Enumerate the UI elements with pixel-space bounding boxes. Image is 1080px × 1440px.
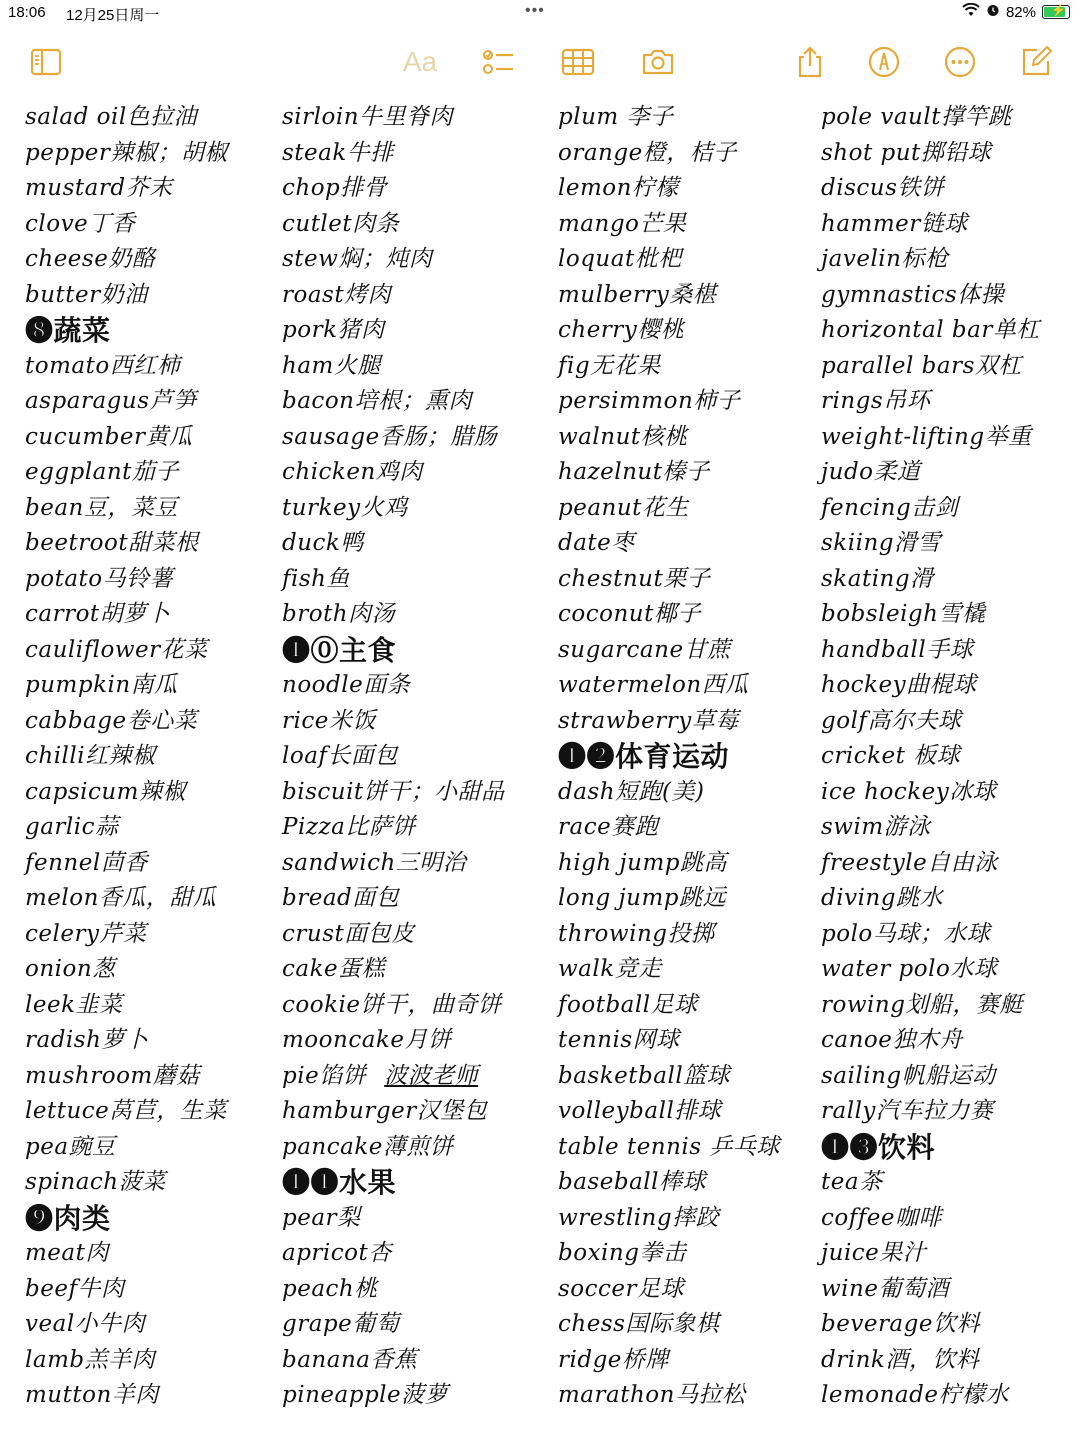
vocab-line: bean豆，菜豆 [25,494,178,521]
vocab-line: pole vault撑竿跳 [821,104,1012,130]
alarm-icon [986,3,1000,21]
vocab-line: sugarcane甘蔗 [558,636,731,663]
vocab-line: fig无花果 [558,352,661,379]
vocab-line: carrot胡萝卜 [25,601,171,627]
multitasking-dots-icon[interactable]: ••• [525,2,545,19]
vocab-line: rally汽车拉力赛 [821,1098,994,1124]
vocab-line: tennis网球 [558,1027,680,1053]
vocab-line: parallel bars双杠 [821,352,1022,379]
section-heading: ❾肉类 [25,1201,111,1235]
vocab-line: pancake薄煎饼 [282,1133,454,1160]
vocab-line: skiing滑雪 [821,530,941,556]
vocab-line: gymnastics体操 [821,281,1005,308]
vocab-line: leek韭菜 [25,991,123,1018]
vocab-line: turkey火鸡 [282,494,408,521]
vocab-line: wrestling摔跤 [558,1204,720,1231]
vocab-line: sailing帆船运动 [821,1062,996,1089]
more-icon[interactable] [940,42,980,82]
vocab-line: race赛跑 [558,814,659,840]
vocab-line: roast烤肉 [282,281,392,308]
vocab-line: veal小牛肉 [25,1311,146,1337]
status-time: 18:06 [8,4,46,21]
vocab-line: cherry樱桃 [558,317,685,343]
vocab-line: sandwich三明治 [282,849,467,876]
markup-pen-icon[interactable] [864,42,904,82]
vocab-line: cabbage卷心菜 [25,707,198,734]
vocab-line: biscuit饼干；小甜品 [282,778,505,805]
vocab-line: pumpkin南瓜 [25,672,178,698]
camera-icon[interactable] [638,42,678,82]
vocab-line: bobsleigh雪橇 [821,601,986,627]
vocab-line: noodle面条 [282,672,411,698]
vocab-line: chess国际象棋 [558,1311,720,1337]
note-column-2 [282,100,505,1414]
vocab-line: chicken鸡肉 [282,459,423,485]
table-icon[interactable] [558,42,598,82]
vocab-line: football足球 [558,991,698,1018]
vocab-line: persimmon柿子 [558,388,741,414]
vocab-line: weight-lifting举重 [821,423,1032,450]
vocab-line: sausage香肠；腊肠 [282,423,498,450]
note-body[interactable] [0,100,1080,1440]
vocab-line: juice果汁 [821,1240,927,1266]
vocab-line: celery芹菜 [25,920,147,947]
vocab-line: fish鱼 [282,565,350,592]
vocab-line: beetroot甜菜根 [25,530,199,556]
vocab-line: Pizza比萨饼 [282,814,416,840]
vocab-line: steak牛排 [282,139,394,166]
vocab-line: sirloin牛里脊肉 [282,104,454,130]
vocab-line: wine葡萄酒 [821,1275,949,1302]
vocab-line: tea茶 [821,1169,883,1195]
vocab-line: handball手球 [821,636,974,663]
vocab-line: plum 李子 [558,104,674,130]
vocab-line: skating滑 [821,565,934,592]
author-signature: 波波老师 [384,1062,479,1089]
battery-icon: ⚡ [1042,5,1070,19]
status-date: 12月25日周一 [66,7,160,24]
wifi-icon [962,3,980,21]
sidebar-icon[interactable] [26,42,66,82]
vocab-line: basketball篮球 [558,1062,731,1089]
vocab-line: lemon柠檬 [558,175,679,201]
vocab-line: asparagus芦笋 [25,388,197,414]
vocab-line: water polo水球 [821,956,998,982]
vocab-line: cake蛋糕 [282,956,386,982]
vocab-line: tomato西红柿 [25,352,181,379]
vocab-line: javelin标枪 [821,246,949,272]
vocab-line: loquat枇杷 [558,246,682,272]
vocab-line: crust面包皮 [282,920,415,947]
vocab-line: watermelon西瓜 [558,672,749,698]
note-column-1 [25,100,228,1414]
vocab-line: date枣 [558,530,635,556]
vocab-line: beverage饮料 [821,1311,980,1337]
vocab-line: long jump跳远 [558,885,727,911]
vocab-line: radish萝卜 [25,1027,149,1053]
vocab-line: fennel茴香 [25,849,148,876]
vocab-line: garlic蒜 [25,814,119,840]
vocab-line: stew焖；炖肉 [282,246,433,272]
vocab-line: pork猪肉 [282,317,385,343]
vocab-line: canoe独木舟 [821,1027,963,1053]
vocab-line: high jump跳高 [558,849,727,876]
vocab-line: broth肉汤 [282,601,396,627]
vocab-line: cookie饼干，曲奇饼 [282,991,502,1018]
format-text-button[interactable]: Aa [402,46,438,77]
vocab-line: drink酒，饮料 [821,1346,980,1373]
vocab-line: bacon培根；熏肉 [282,388,472,414]
vocab-line: potato马铃薯 [25,565,174,592]
vocab-line: chop排骨 [282,175,388,201]
vocab-line: cucumber黄瓜 [25,423,193,450]
vocab-line: lettuce莴苣，生菜 [25,1098,227,1124]
vocab-line: horizontal bar单杠 [821,317,1040,343]
vocab-line: judo柔道 [821,459,921,485]
vocab-line: golf高尔夫球 [821,707,962,734]
vocab-line: strawberry草莓 [558,707,739,734]
vocab-line: ridge桥牌 [558,1346,669,1373]
vocab-line: cheese奶酪 [25,246,156,272]
vocab-line: swim游泳 [821,814,931,840]
vocab-line: banana香蕉 [282,1346,418,1373]
section-heading: ❶❸饮料 [821,1130,936,1164]
vocab-line: pie馅饼 波波老师 [282,1062,479,1089]
vocab-line: hazelnut榛子 [558,459,710,485]
vocab-line: lemonade柠檬水 [821,1382,1009,1408]
vocab-line: capsicum辣椒 [25,778,186,805]
vocab-line: walnut核桃 [558,423,688,450]
vocab-line: mustard芥末 [25,175,173,201]
checklist-icon[interactable] [478,42,518,82]
vocab-line: soccer足球 [558,1275,685,1302]
vocab-line: rice米饭 [282,707,376,734]
vocab-line: peach桃 [282,1275,378,1302]
vocab-line: marathon马拉松 [558,1382,746,1408]
vocab-line: ham火腿 [282,352,381,379]
vocab-line: baseball棒球 [558,1169,706,1195]
vocab-line: diving跳水 [821,885,943,911]
compose-icon[interactable] [1016,42,1056,82]
vocab-line: cauliflower花菜 [25,636,208,663]
vocab-line: duck鸭 [282,530,364,556]
vocab-line: volleyball排球 [558,1098,722,1124]
vocab-line: mushroom蘑菇 [25,1062,200,1089]
vocab-line: pineapple菠萝 [282,1382,449,1408]
vocab-line: apricot杏 [282,1240,392,1266]
vocab-line: throwing投掷 [558,920,715,947]
vocab-line: meat肉 [25,1240,109,1266]
vocab-line: ice hockey冰球 [821,778,997,805]
vocab-line: hamburger汉堡包 [282,1098,488,1124]
vocab-line: onion葱 [25,956,116,982]
notes-toolbar [0,36,1080,86]
section-heading: ❽蔬菜 [25,314,111,347]
section-heading: ❶⓪主食 [282,633,397,667]
vocab-line: coconut椰子 [558,601,701,627]
vocab-line: fencing击剑 [821,494,959,521]
section-heading: ❶❷体育运动 [558,740,730,773]
vocab-line: coffee咖啡 [821,1204,942,1231]
vocab-line: hammer链球 [821,210,968,237]
vocab-line: boxing拳击 [558,1240,687,1266]
vocab-line: mutton羊肉 [25,1382,159,1408]
status-indicators [962,3,1070,21]
vocab-line: table tennis 乒乓球 [558,1133,780,1160]
vocab-line: shot put掷铅球 [821,139,992,166]
vocab-line: cutlet肉条 [282,210,400,237]
vocab-line: melon香瓜，甜瓜 [25,885,217,911]
vocab-line: peanut花生 [558,494,689,521]
vocab-line: cricket 板球 [821,743,961,769]
battery-percent: 82% [1005,3,1036,21]
note-column-3 [558,100,780,1414]
vocab-line: pea豌豆 [25,1133,116,1160]
vocab-line: mooncake月饼 [282,1027,452,1053]
vocab-line: rowing划船，赛艇 [821,991,1023,1018]
vocab-line: rings吊环 [821,388,931,414]
vocab-line: chestnut栗子 [558,565,711,592]
vocab-line: lamb羔羊肉 [25,1346,156,1373]
vocab-line: clove丁香 [25,210,136,237]
vocab-line: eggplant茄子 [25,459,179,485]
vocab-line: grape葡萄 [282,1311,400,1337]
vocab-line: mulberry桑椹 [558,281,717,308]
vocab-line: orange橙，桔子 [558,139,737,166]
share-icon[interactable] [790,42,830,82]
vocab-line: beef牛肉 [25,1275,125,1302]
vocab-line: chilli红辣椒 [25,743,156,769]
vocab-line: butter奶油 [25,281,148,308]
note-column-4 [821,100,1040,1414]
vocab-line: bread面包 [282,885,400,911]
vocab-line: dash短跑(美) [558,778,705,805]
vocab-line: discus铁饼 [821,175,945,201]
status-bar [0,0,1080,28]
vocab-line: pepper辣椒；胡椒 [25,139,228,166]
vocab-line: salad oil色拉油 [25,104,198,130]
vocab-line: spinach菠菜 [25,1169,166,1195]
vocab-line: pear梨 [282,1204,361,1231]
section-heading: ❶❶水果 [282,1166,397,1199]
vocab-line: mango芒果 [558,210,687,237]
vocab-line: loaf长面包 [282,743,398,769]
vocab-line: polo马球；水球 [821,920,991,947]
vocab-line: walk竞走 [558,956,662,982]
vocab-line: hockey曲棍球 [821,672,977,698]
vocab-line: freestyle自由泳 [821,849,998,876]
